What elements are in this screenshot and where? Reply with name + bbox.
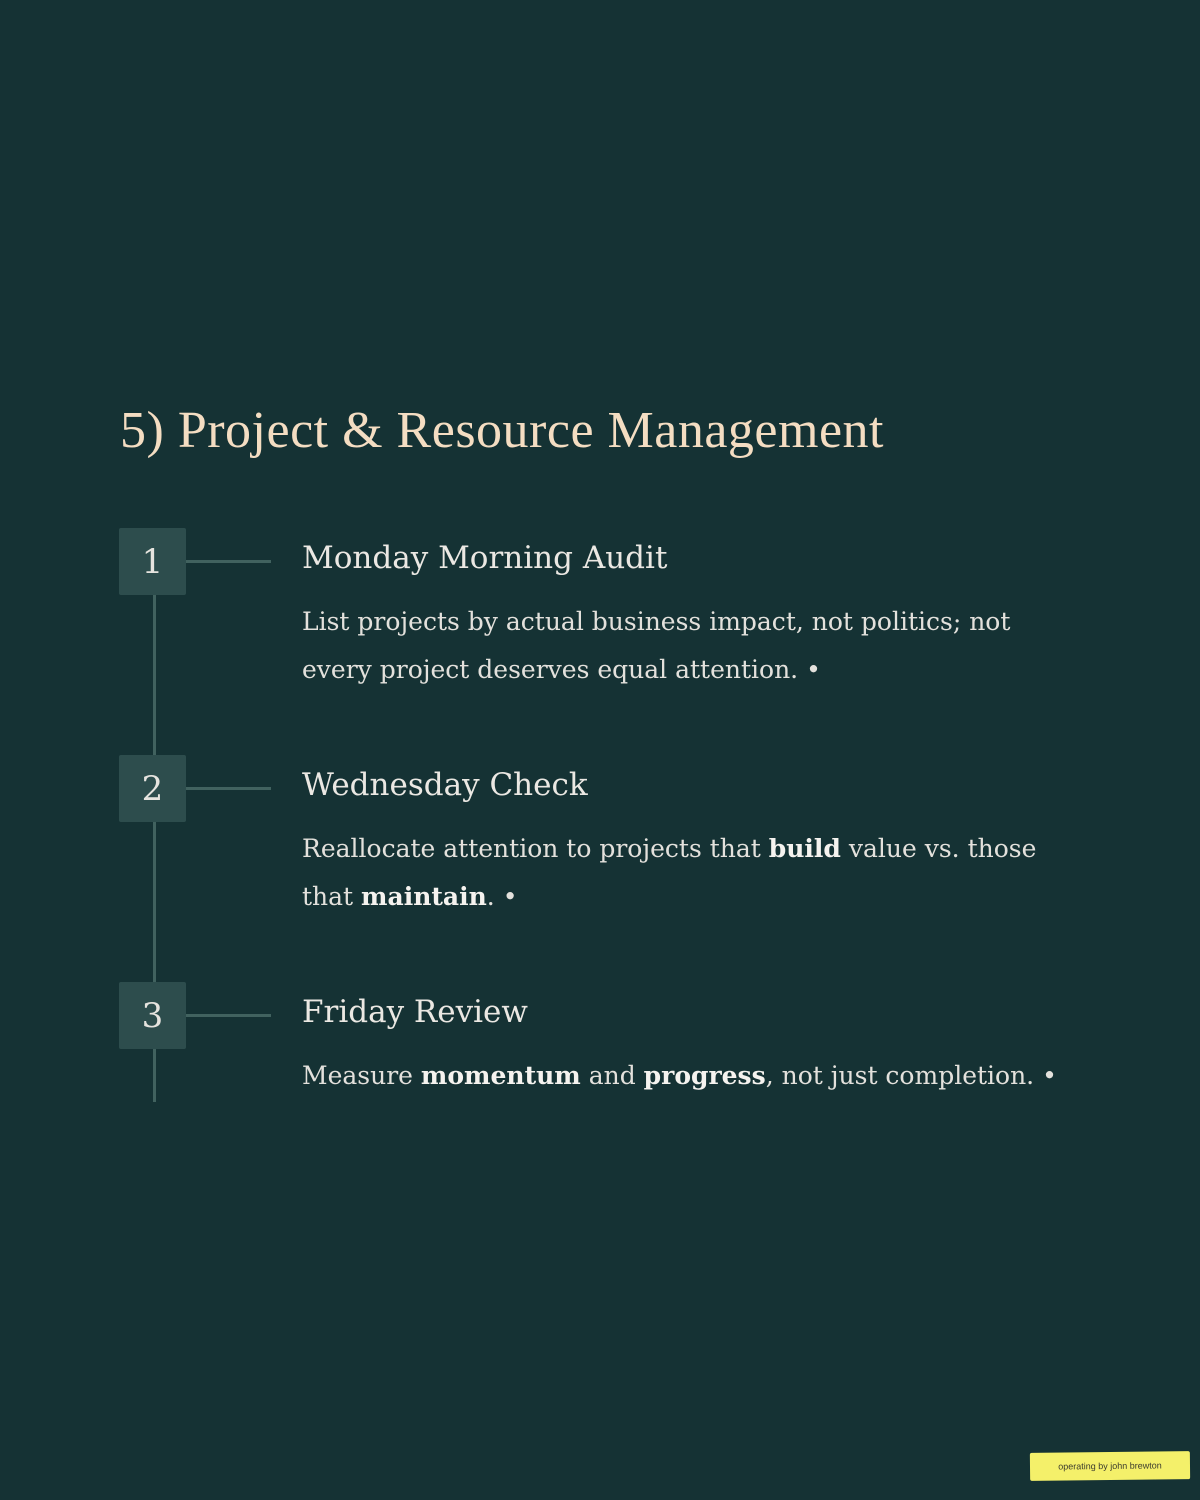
step-description-text: value vs. those that: [302, 834, 1037, 911]
step-title: Monday Morning Audit: [302, 540, 668, 576]
step-description: [302, 598, 1077, 694]
bullet-dot: •: [1042, 1061, 1057, 1090]
emphasis-text: build: [768, 834, 841, 863]
step-description-text: Measure: [302, 1061, 421, 1090]
emphasis-text: momentum: [420, 1061, 581, 1090]
step-3: [0, 982, 1200, 1182]
step-connector: [186, 1014, 271, 1017]
bullet-dot: •: [502, 882, 518, 911]
step-title: Friday Review: [302, 994, 528, 1030]
step-number-badge: 3: [119, 982, 186, 1049]
page-title: 5) Project & Resource Management: [120, 402, 884, 459]
step-description: [302, 825, 1077, 921]
step-number-badge: 1: [119, 528, 186, 595]
step-description-text: , not just completion.: [765, 1061, 1035, 1090]
step-description: [302, 1052, 1077, 1100]
step-2: [0, 755, 1200, 955]
emphasis-text: maintain: [361, 882, 487, 911]
bullet-dot: •: [806, 655, 821, 684]
footer-badge: operating by john brewton: [1030, 1451, 1190, 1481]
step-description-text: .: [486, 882, 495, 911]
emphasis-text: progress: [643, 1061, 766, 1090]
step-1: [0, 528, 1200, 728]
step-number-badge: 2: [119, 755, 186, 822]
step-description-text: Reallocate attention to projects that: [302, 834, 769, 863]
step-description-text: and: [580, 1061, 644, 1090]
step-connector: [186, 787, 271, 790]
step-connector: [186, 560, 271, 563]
step-description-text: List projects by actual business impact, not politics; not every project deserves equal attention.: [302, 607, 1011, 684]
step-title: Wednesday Check: [302, 767, 588, 803]
